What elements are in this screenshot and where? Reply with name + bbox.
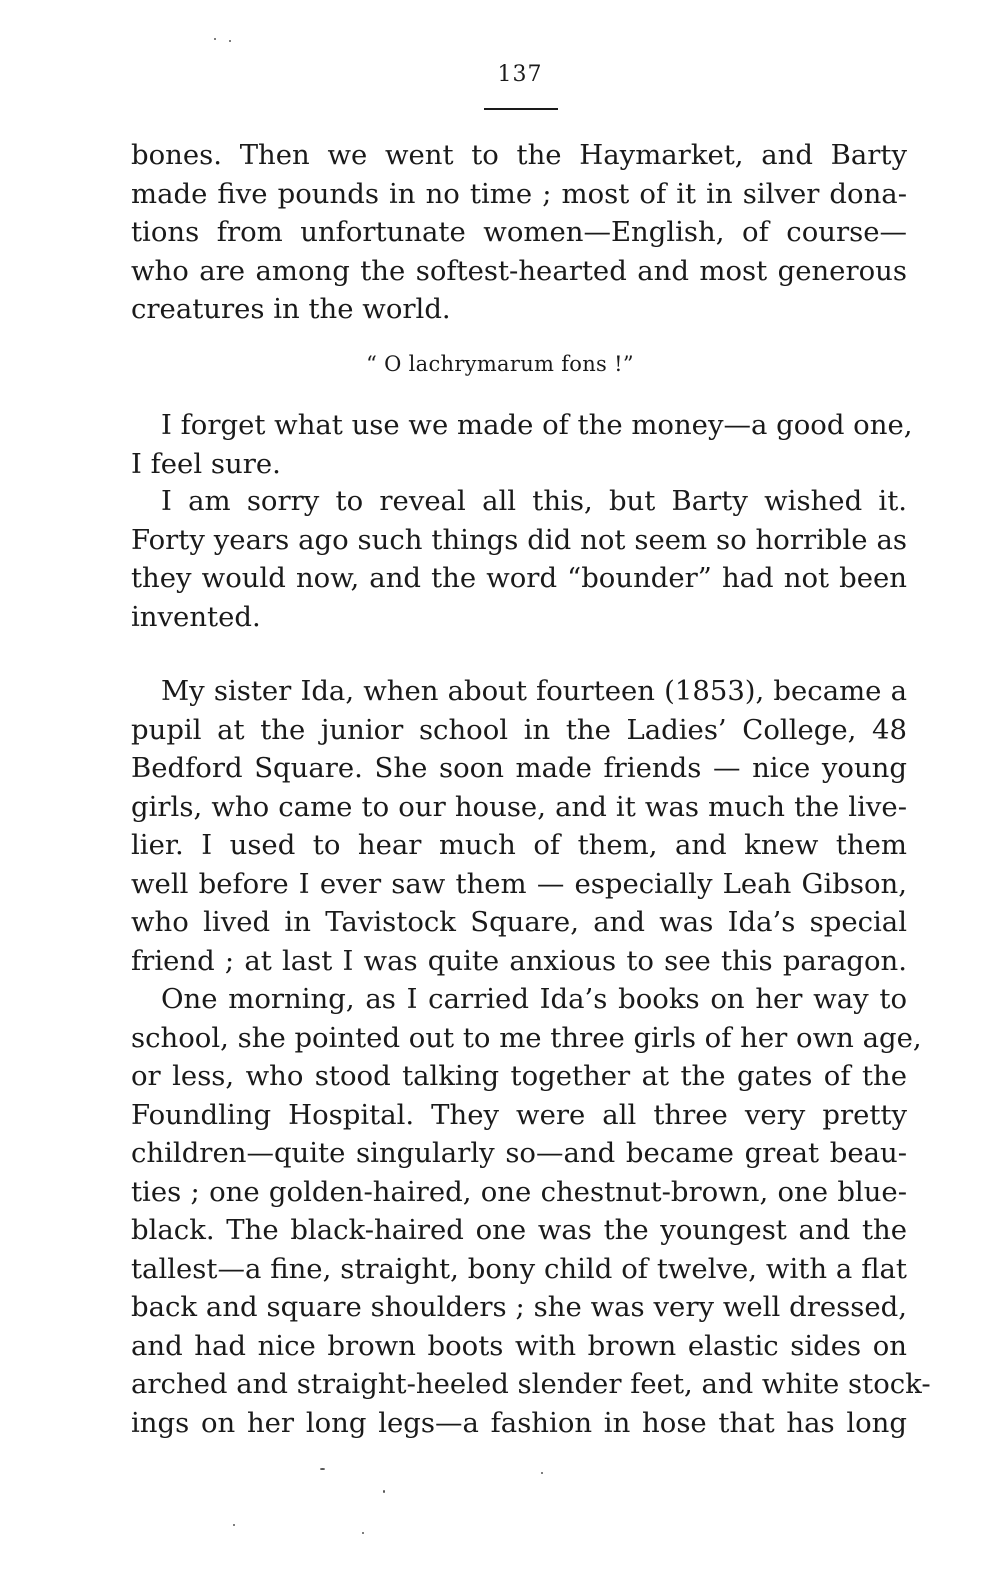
text-line: lier. I used to hear much of them, and knew them: [131, 829, 907, 861]
text-line: and had nice brown boots with brown elastic sides on: [131, 1329, 907, 1362]
scan-speck: [383, 1490, 385, 1493]
text-line: I forget what use we made of the money—a good one,: [161, 409, 913, 441]
paragraph-4: [131, 672, 907, 980]
text-line: creatures in the world.: [131, 293, 451, 325]
page-number-rule: [484, 108, 558, 110]
text-line: girls, who came to our house, and it was much the live-: [131, 790, 907, 823]
text-line: who lived in Tavistock Square, and was Ida’s special: [131, 906, 907, 938]
paragraph-2: [131, 406, 913, 483]
scan-speck: [214, 38, 216, 40]
scan-speck: [233, 1524, 235, 1526]
text-line: invented.: [131, 600, 261, 633]
text-line: ties ; one golden-haired, one chestnut-brown, one blue-: [131, 1175, 907, 1208]
scan-speck: [362, 1532, 364, 1534]
text-line: who are among the softest-hearted and most generous: [131, 254, 907, 287]
paragraph-3: [131, 482, 907, 636]
page-number: 137: [497, 62, 543, 87]
text-line: tions from unfortunate women—English, of course—: [131, 216, 907, 248]
text-line: arched and straight-heeled slender feet, and white stock-: [131, 1368, 931, 1400]
text-line: school, she pointed out to me three girls of her own age,: [131, 1021, 922, 1054]
text-line: My sister Ida, when about fourteen (1853), became a: [161, 675, 907, 707]
text-line: I feel sure.: [131, 447, 281, 480]
text-line: tallest—a fine, straight, bony child of twelve, with a flat: [131, 1252, 907, 1285]
paragraph-5: [131, 980, 931, 1442]
text-line: Bedford Square. She soon made friends — nice young: [131, 752, 907, 784]
text-line: made five pounds in no time ; most of it in silver dona-: [131, 177, 907, 210]
latin-quotation: “ O lachrymarum fons !”: [366, 352, 634, 376]
text-line: back and square shoulders ; she was very well dressed,: [131, 1291, 907, 1323]
text-line: well before I ever saw them — especially Leah Gibson,: [131, 867, 907, 900]
text-line: Foundling Hospital. They were all three very pretty: [131, 1098, 907, 1131]
text-line: pupil at the junior school in the Ladies’ College, 48: [131, 713, 907, 746]
text-line: friend ; at last I was quite anxious to see this paragon.: [131, 944, 907, 977]
text-line: or less, who stood talking together at the gates of the: [131, 1060, 907, 1092]
paragraph-1: [131, 136, 907, 329]
text-line: bones. Then we went to the Haymarket, and Barty: [131, 139, 907, 171]
text-line: black. The black-haired one was the youngest and the: [131, 1214, 907, 1246]
text-line: they would now, and the word “bounder” had not been: [131, 562, 907, 594]
text-line: ings on her long legs—a fashion in hose that has long: [131, 1406, 907, 1439]
scan-speck: [320, 1468, 325, 1470]
scan-speck: [229, 40, 231, 42]
text-line: Forty years ago such things did not seem so horrible as: [131, 523, 907, 556]
text-line: children—quite singularly so—and became great beau-: [131, 1137, 907, 1169]
scan-speck: [541, 1472, 543, 1474]
text-line: I am sorry to reveal all this, but Barty wished it.: [161, 485, 907, 517]
text-line: One morning, as I carried Ida’s books on her way to: [161, 983, 907, 1015]
